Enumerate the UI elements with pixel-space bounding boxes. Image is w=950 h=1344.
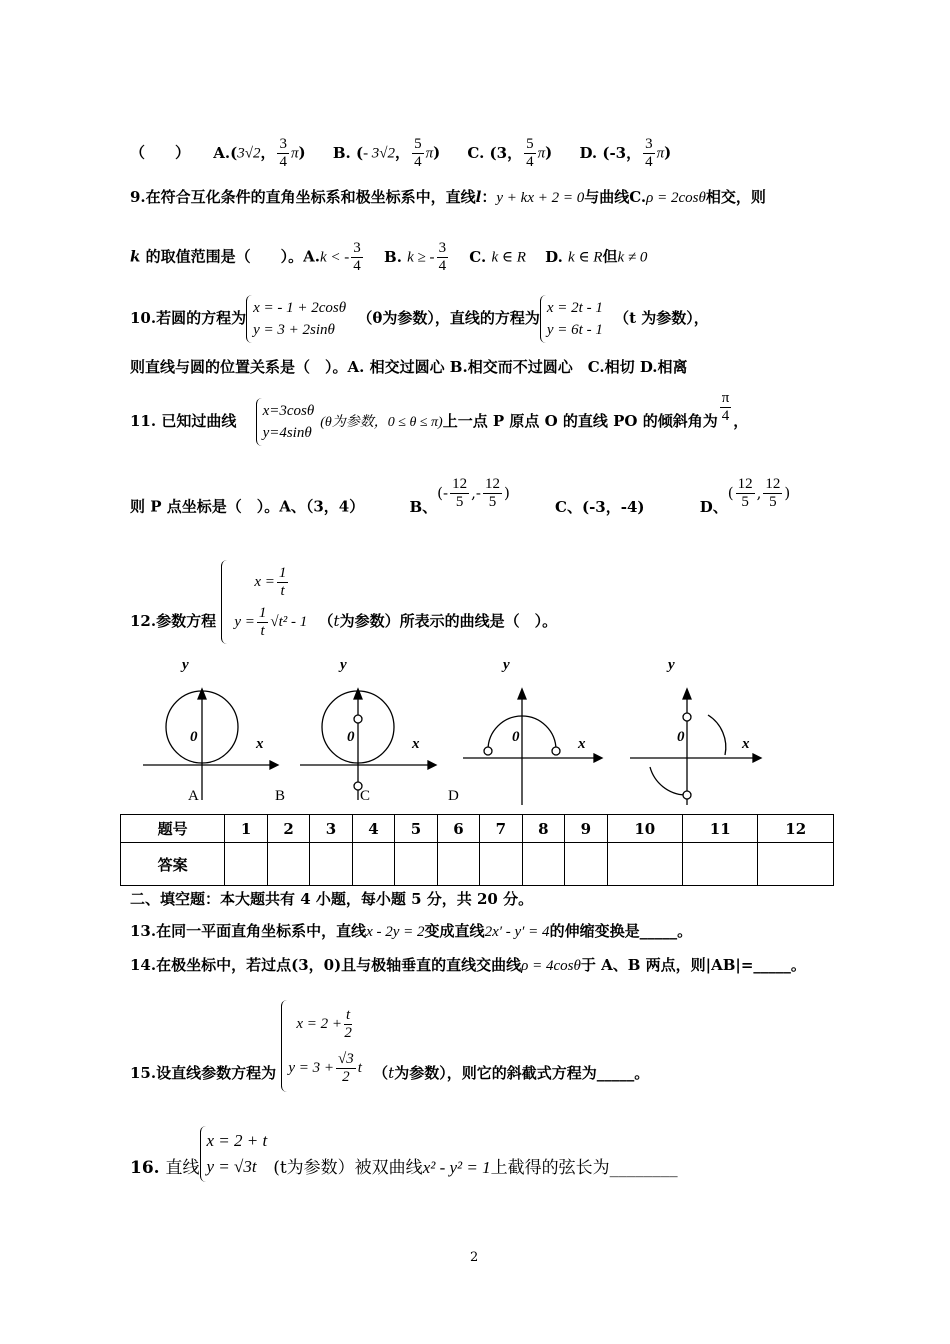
q16: 16. 直线x = 2 + t y = √3t (t为参数）被双曲线x² - y² = 1上截得的弦长为________ [130, 1126, 678, 1182]
q8-options: （ ） A.(3√2， $\frac{3}{4}$ π) B. (- 3√2， $\frac{5}{4}$ π) C. (3， $\frac{5}{4}$ π) D. (-3， $\frac{3}{4}$ π) [130, 136, 672, 170]
q16-system: x = 2 + t y = √3t [200, 1126, 274, 1182]
graph-d-y-label: y [668, 657, 675, 673]
graph-a-y-label: y [182, 657, 189, 673]
answer-cell[interactable] [225, 843, 267, 886]
q11-line2: 则 P 点坐标是（ ）。A、（3，4） B、(- $\frac{12}{5}$ ,- $\frac{12}{5}$ ) C、(-3，-4) D、( $\frac{12}{5}$ , $\frac{12}{5}$ ) [130, 476, 791, 516]
q10-line1: 10.若圆的方程为x = - 1 + 2cosθ y = 3 + 2sinθ （θ为参数），直线的方程为x = 2t - 1 y = 6t - 1 （t 为参数）， [130, 295, 709, 343]
q8-d-label: D. (-3， [579, 143, 642, 162]
q12-system: x = $\frac{1}{t}$ y = $\frac{1}{t}$ √t² - 1 [221, 560, 313, 644]
answer-cell[interactable] [683, 843, 758, 886]
q10-circle-system: x = - 1 + 2cosθ y = 3 + 2sinθ [246, 295, 352, 343]
q8-d-frac: $\frac{3}{4}$ [645, 136, 653, 170]
graph-label-d: D [448, 788, 459, 804]
q8-c-frac: $\frac{5}{4}$ [526, 136, 534, 170]
q8-b-val: - 3√2 [363, 145, 396, 162]
answer-cell[interactable] [758, 843, 834, 886]
graph-c-y-label: y [503, 657, 510, 673]
q10-line-system: x = 2t - 1 y = 6t - 1 [540, 295, 609, 343]
graph-label-b: B [275, 788, 286, 804]
svg-text:0: 0 [347, 729, 355, 745]
q8-b-label: B. ( [332, 143, 364, 162]
svg-text:x: x [412, 736, 420, 752]
q9-eq1: y + kx + 2 = 0 [496, 190, 585, 206]
answer-cell[interactable] [607, 843, 682, 886]
page-number: 2 [470, 1250, 479, 1265]
answer-cell[interactable] [352, 843, 394, 886]
section2-heading: 二、填空题：本大题共有 4 小题，每小题 5 分，共 20 分。 [130, 890, 534, 908]
q10-line2: 则直线与圆的位置关系是（ ）。A. 相交过圆心 B.相交而不过圆心 C.相切 D.相离 [130, 358, 688, 376]
q9-line1: 9.在符合互化条件的直角坐标系和极坐标系中，直线l：y + kx + 2 = 0与曲线C.ρ = 2cosθ相交，则 [130, 188, 766, 206]
svg-text:x: x [256, 736, 264, 752]
svg-text:x: x [578, 736, 586, 752]
q11-line1: 11. 已知过曲线 x=3cosθ y=4sinθ(θ为参数，0 ≤ θ ≤ π)上一点 P 原点 O 的直线 PO 的倾斜角为 $\frac{\pi}{4}$ ， [130, 398, 748, 446]
svg-text:0: 0 [190, 729, 198, 745]
svg-text:0: 0 [677, 729, 685, 745]
q8-a-label: A.( [213, 143, 238, 162]
q9-line2: k 的取值范围是（ ）。A.k < - $\frac{3}{4}$ B. k ≥ - $\frac{3}{4}$ C. k ∈ R D. k ∈ R但k ≠ 0 [130, 240, 648, 274]
graph-label-a: A [188, 788, 199, 804]
q12-line: 12.参数方程 x = $\frac{1}{t}$ y = $\frac{1}{t}$ √t² - 1 （t为参数）所表示的曲线是（ ）。 [130, 560, 557, 644]
q12-graphs [0, 655, 950, 805]
answer-cell[interactable] [565, 843, 607, 886]
q15: 15.设直线参数方程为 x = 2 + $\frac{t}{2}$ y = 3 + $\frac{√3}{2}$ t （t为参数），则它的斜截式方程为_____。 [130, 1000, 649, 1092]
q8-c-label: C. (3， [467, 143, 523, 162]
q8-a-frac: $\frac{3}{4}$ [279, 136, 287, 170]
q8-paren: （ ） [130, 143, 191, 162]
graph-b-y-label: y [340, 657, 347, 673]
svg-text:0: 0 [512, 729, 520, 745]
q8-b-frac: $\frac{5}{4}$ [414, 136, 422, 170]
svg-text:x: x [742, 736, 750, 752]
q9-eq2: ρ = 2cosθ [646, 190, 706, 206]
answer-cell[interactable] [480, 843, 522, 886]
answer-cell[interactable] [310, 843, 352, 886]
answer-table: 题号 1 2 3 4 5 6 7 8 9 10 11 12 答案 [120, 814, 834, 886]
q14: 14.在极坐标中，若过点(3，0)且与极轴垂直的直线交曲线ρ = 4cosθ于 A、B 两点，则|AB|=_____。 [130, 956, 806, 974]
answer-cell[interactable] [267, 843, 309, 886]
q13: 13.在同一平面直角坐标系中，直线x - 2y = 2变成直线2x′ - y′ = 4的伸缩变换是_____。 [130, 922, 693, 940]
table-answer-label: 答案 [121, 843, 225, 886]
answer-cell[interactable] [395, 843, 437, 886]
table-header-label: 题号 [121, 815, 225, 843]
q8-a-val: 3√2 [237, 145, 261, 162]
q15-system: x = 2 + $\frac{t}{2}$ y = 3 + $\frac{√3}{2}$ t [281, 1000, 368, 1092]
q11-system: x=3cosθ y=4sinθ [256, 398, 321, 446]
answer-cell[interactable] [437, 843, 479, 886]
answer-cell[interactable] [522, 843, 564, 886]
graph-label-c: C [360, 788, 371, 804]
